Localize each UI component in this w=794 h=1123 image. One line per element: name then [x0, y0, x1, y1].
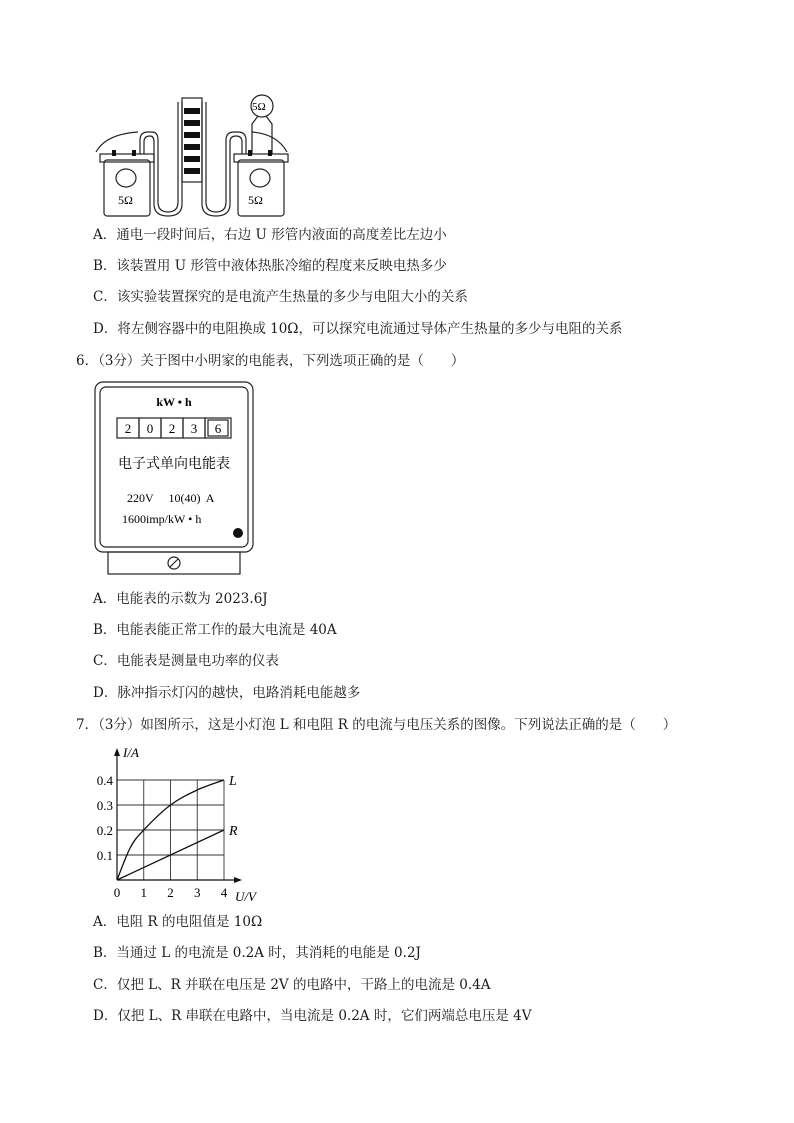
meter-unit: kW • h: [156, 395, 192, 409]
q6-electricity-meter-figure: [94, 381, 254, 577]
q6-option-a: A．电能表的示数为 2023.6J: [93, 591, 268, 607]
y-tick-label: 0.4: [96, 773, 113, 788]
meter-digit-5: 6: [214, 421, 222, 436]
pulse-indicator-icon: [233, 528, 243, 538]
meter-digit-1: 2: [124, 421, 132, 436]
q6-option-d: D．脉冲指示灯闪的越快，电路消耗电能越多: [93, 685, 361, 701]
x-tick-label: 4: [220, 885, 228, 900]
y-tick-label: 0.1: [96, 848, 113, 863]
chart-axes: [114, 748, 242, 883]
right-resistor-label: 5Ω: [248, 193, 263, 207]
chart-series: [117, 774, 238, 880]
x-tick-label: 3: [194, 885, 201, 900]
y-axis-arrow-icon: [114, 748, 120, 756]
q7-option-c: C．仅把 L、R 并联在电压是 2V 的电路中，干路上的电流是 0.4A: [93, 977, 491, 993]
left-resistor-label: 5Ω: [118, 193, 133, 207]
q5-option-b: B．该装置用 U 形管中液体热胀冷缩的程度来反映电热多少: [93, 258, 447, 274]
y-tick-label: 0.3: [96, 798, 113, 813]
series-label-R: R: [229, 824, 238, 839]
meter-digit-3: 2: [168, 421, 176, 436]
q5-option-a: A．通电一段时间后，右边 U 形管内液面的高度差比左边小: [93, 227, 447, 243]
q7-option-d: D．仅把 L、R 串联在电路中，当电流是 0.2A 时，它们两端总电压是 4V: [93, 1008, 532, 1024]
x-tick-label: 1: [140, 885, 147, 900]
q6-stem: 6．（3分）关于图中小明家的电能表，下列选项正确的是（ ）: [76, 353, 465, 369]
chart-grid: [117, 780, 224, 880]
meter-name: 电子式单向电能表: [118, 457, 230, 472]
meter-constant: 1600imp/kW • h: [122, 512, 202, 526]
meter-digit-2: 0: [146, 421, 154, 436]
q5-option-d: D．将左侧容器中的电阻换成 10Ω，可以探究电流通过导体产生热量的多少与电阻的关系: [93, 321, 623, 337]
meter-digit-4: 3: [190, 421, 198, 436]
q5-option-c: C．该实验装置探究的是电流产生热量的多少与电阻大小的关系: [93, 289, 468, 305]
y-tick-label: 0.2: [96, 823, 113, 838]
q5-apparatus-figure: [92, 94, 292, 222]
x-axis-label: U/V: [235, 889, 256, 904]
x-tick-label: 2: [167, 885, 174, 900]
q7-option-a: A．电阻 R 的电阻值是 10Ω: [93, 914, 263, 930]
y-axis-label: I/A: [123, 745, 139, 760]
q6-option-c: C．电能表是测量电功率的仪表: [93, 653, 279, 669]
q7-option-b: B．当通过 L 的电流是 0.2A 时，其消耗的电能是 0.2J: [93, 945, 421, 961]
outer-resistor-label: 5Ω: [252, 101, 266, 113]
x-axis-arrow-icon: [234, 877, 242, 883]
x-tick-label: 0: [113, 885, 121, 900]
q7-iu-chart: [90, 740, 280, 908]
q6-option-b: B．电能表能正常工作的最大电流是 40A: [93, 622, 337, 638]
meter-rating: 220V 10(40) A: [127, 491, 215, 505]
series-label-L: L: [229, 774, 237, 789]
q7-stem: 7．（3分）如图所示，这是小灯泡 L 和电阻 R 的电流与电压关系的图像。下列说法正确的是（ ）: [76, 717, 677, 733]
